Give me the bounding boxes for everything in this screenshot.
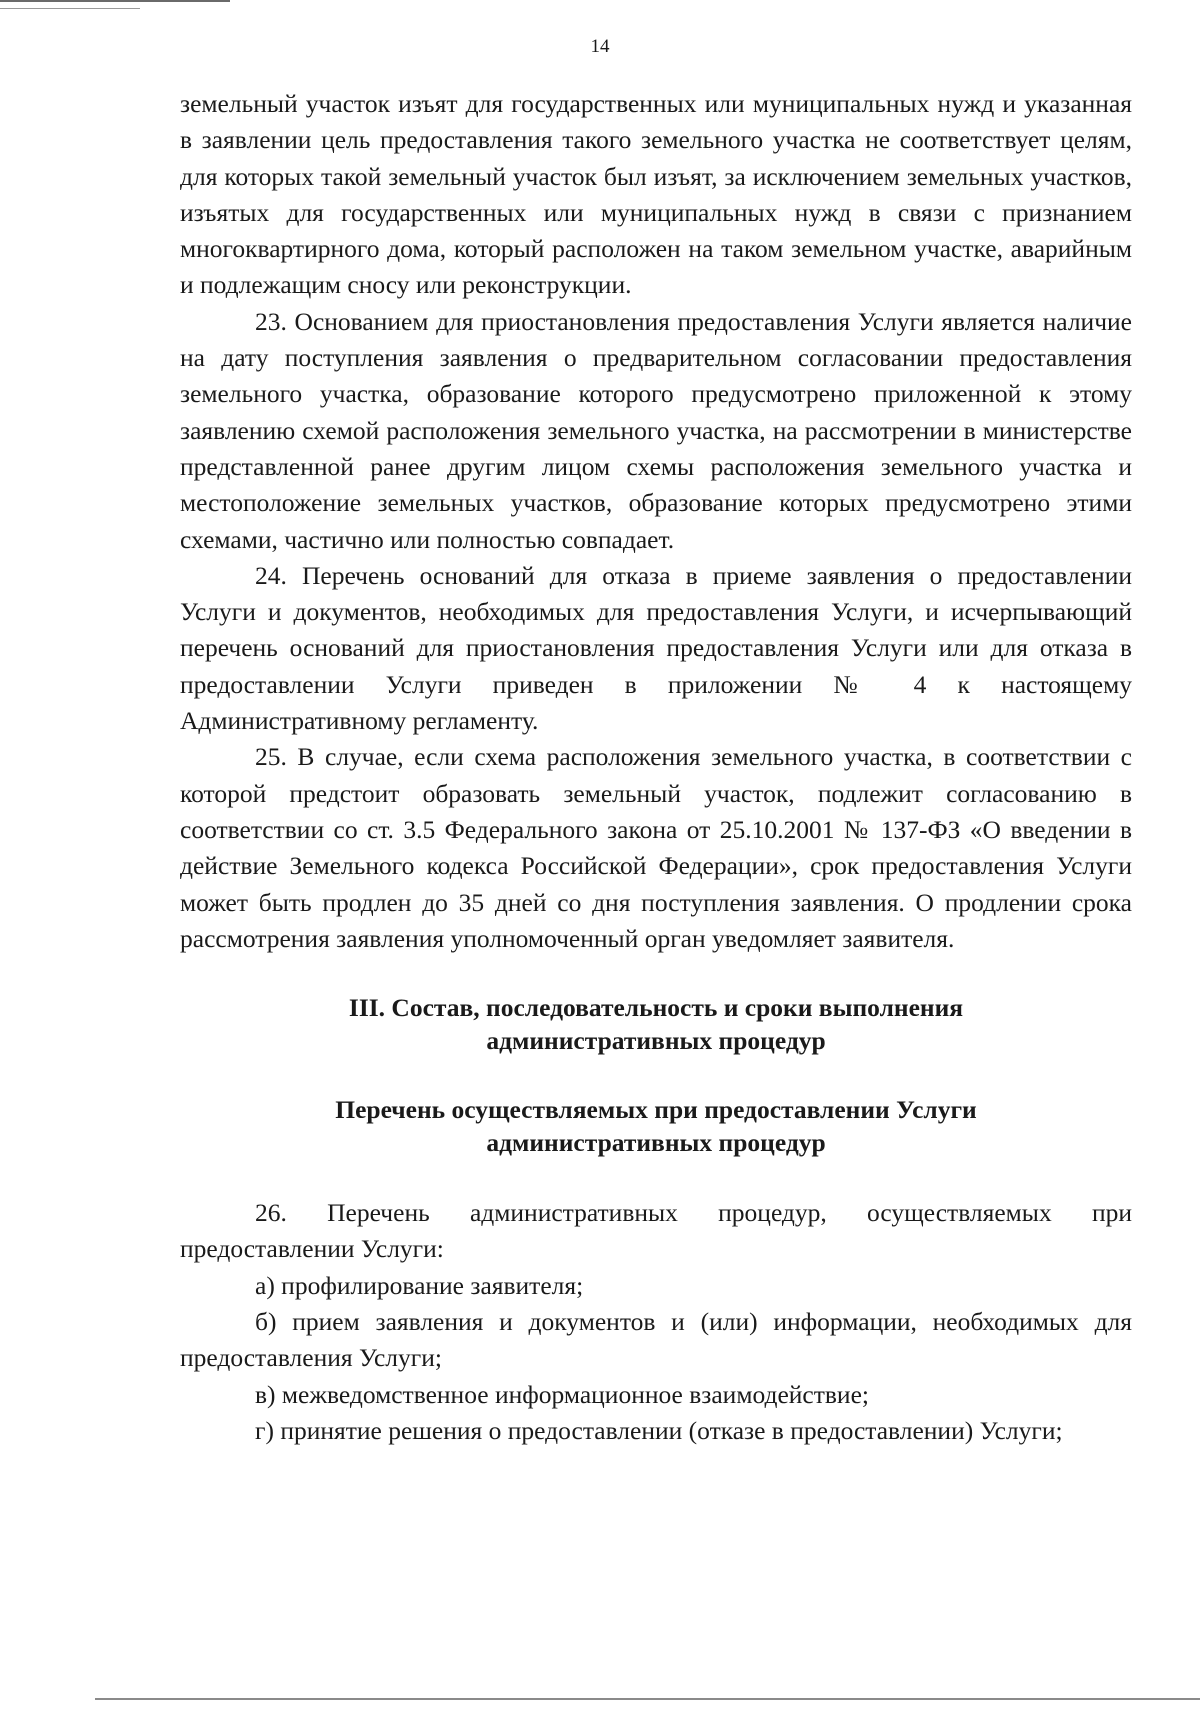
document-body	[180, 86, 1132, 1449]
scan-edge-line	[0, 0, 230, 2]
list-item-c: в) межведомственное информационное взаимодействие;	[255, 1379, 869, 1409]
paragraph-23: 23. Основанием для приостановления предоставления Услуги является наличие на дату поступления заявления о предварительном согласовании предоставления земельного участка, образование которого предусмотрено приложенной к этому заявлению схемой расположения земельного участка, на рассмотрении в министерстве представленной ранее другим лицом схемы расположения земельного участка и местоположение земельных участков, образование которых предусмотрено этими схемами, частично или полностью совпадает.	[180, 306, 1132, 554]
section-heading	[180, 991, 1132, 1057]
sub-heading-line-2: административных процедур	[486, 1128, 826, 1158]
paragraph-continuation: земельный участок изъят для государственных или муниципальных нужд и указанная в заявлении цель предоставления такого земельного участка не соответствует целям, для которых такой земельный участок был изъят, за исключением земельных участков, изъятых для государственных или муниципальных нужд в связи с признанием многоквартирного дома, который расположен на таком земельном участке, аварийным и подлежащим сносу или реконструкции.	[180, 89, 1132, 300]
paragraph-24: 24. Перечень оснований для отказа в приеме заявления о предоставлении Услуги и документов, необходимых для предоставления Услуги, и исчерпывающий перечень оснований для приостановления предоставления Услуги или для отказа в предоставлении Услуги приведен в приложении № 4 к настоящему Административному регламенту.	[180, 560, 1132, 736]
sub-heading-line-1: Перечень осуществляемых при предоставлении Услуги	[335, 1095, 977, 1125]
list-item-b: б) прием заявления и документов и (или) информации, необходимых для предоставления Услуги;	[180, 1307, 1132, 1373]
scan-edge-line	[95, 1698, 1200, 1700]
list-item-d: г) принятие решения о предоставлении (отказе в предоставлении) Услуги;	[255, 1415, 1063, 1445]
paragraph-26: 26. Перечень административных процедур, осуществляемых при предоставлении Услуги:	[180, 1198, 1132, 1264]
paragraph-25: 25. В случае, если схема расположения земельного участка, в соответствии с которой предстоит образовать земельный участок, подлежит согласованию в соответствии со ст. 3.5 Федерального закона от 25.10.2001 № 137-ФЗ «О введении в действие Земельного кодекса Российской Федерации», срок предоставления Услуги может быть продлен до 35 дней со дня поступления заявления. О продлении срока рассмотрения заявления уполномоченный орган уведомляет заявителя.	[180, 742, 1132, 953]
scan-edge-line	[0, 8, 140, 9]
section-heading-line-1: III. Состав, последовательность и сроки выполнения	[348, 993, 964, 1023]
list-item-a: а) профилирование заявителя;	[255, 1270, 584, 1300]
section-heading-line-2: административных процедур	[486, 1026, 826, 1056]
page-number: 14	[590, 36, 610, 57]
sub-heading	[180, 1093, 1132, 1159]
